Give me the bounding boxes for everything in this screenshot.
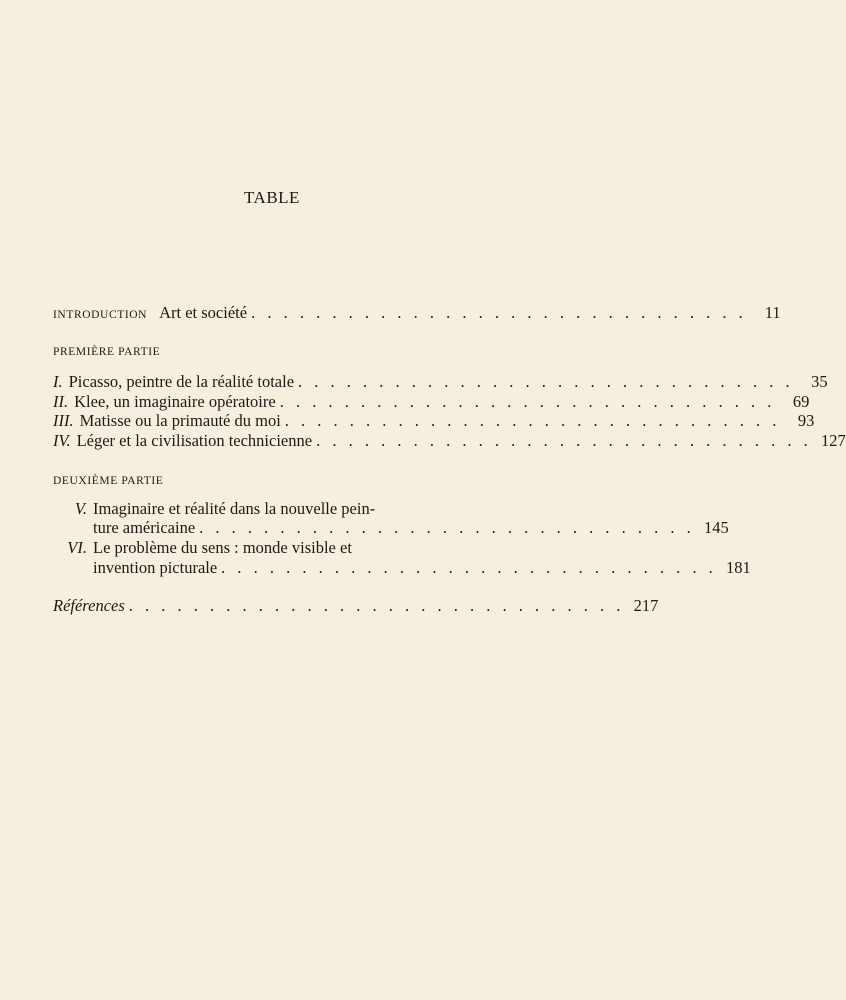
introduction-label: INTRODUCTION: [53, 309, 148, 321]
toc-entry-chapter-3: [53, 411, 815, 431]
chapter-number: V.: [74, 499, 87, 518]
toc-entry-chapter-5-line-2: [53, 518, 729, 538]
page-number: 93: [797, 411, 815, 430]
chapter-number: III.: [53, 411, 74, 430]
dot-leader: . . . . . . . . . . . . . . . . . . . . . . . . . . . . . . .: [279, 392, 776, 411]
part-heading-2: DEUXIÈME PARTIE: [53, 475, 164, 487]
entry-title: Léger et la civilisation technicienne: [76, 431, 313, 450]
entry-title: Klee, un imaginaire opératoire: [74, 392, 276, 411]
entry-title-line-1: Imaginaire et réalité dans la nouvelle pein-: [93, 499, 376, 518]
chapter-number: IV.: [53, 431, 71, 450]
entry-title-line-2: ture américaine: [93, 518, 196, 537]
toc-entry-chapter-5-line-1: [53, 499, 499, 519]
entry-title: Références: [53, 596, 125, 615]
chapter-number: VI.: [67, 538, 87, 557]
toc-entry-chapter-1: [53, 372, 828, 392]
dot-leader: . . . . . . . . . . . . . . . . . . . . . . . . . . . . . . .: [251, 303, 747, 322]
page-title: TABLE: [244, 188, 300, 207]
dot-leader: . . . . . . . . . . . . . . . . . . . . . . . . . . . . . . .: [128, 596, 625, 615]
part-heading-1: PREMIÈRE PARTIE: [53, 346, 161, 358]
toc-entry-chapter-6-line-1: [53, 538, 499, 558]
chapter-number: I.: [53, 372, 63, 391]
page-number: 11: [764, 303, 781, 322]
dot-leader: . . . . . . . . . . . . . . . . . . . . . . . . . . . . . . .: [284, 411, 781, 430]
toc-entry-chapter-4: [53, 431, 846, 451]
page-number: 181: [726, 558, 751, 577]
toc-entry-chapter-6-line-2: [53, 558, 751, 578]
dot-leader: . . . . . . . . . . . . . . . . . . . . . . . . . . . . . . .: [316, 431, 812, 450]
chapter-number: II.: [53, 392, 69, 411]
toc-entry-references: [53, 596, 659, 616]
page-number: 145: [704, 518, 729, 537]
entry-title: Art et société: [159, 303, 248, 322]
entry-title: Matisse ou la primauté du moi: [79, 411, 281, 430]
page-number: 217: [633, 596, 659, 615]
page-number: 127: [820, 431, 846, 450]
dot-leader: . . . . . . . . . . . . . . . . . . . . . . . . . . . . . . .: [199, 518, 695, 537]
dot-leader: . . . . . . . . . . . . . . . . . . . . . . . . . . . . . . .: [298, 372, 794, 391]
entry-title: Picasso, peintre de la réalité totale: [68, 372, 295, 391]
entry-title-line-1: Le problème du sens : monde visible et: [93, 538, 352, 557]
entry-title-line-2: invention picturale: [93, 558, 218, 577]
page-number: 69: [792, 392, 810, 411]
dot-leader: . . . . . . . . . . . . . . . . . . . . . . . . . . . . . . .: [221, 558, 717, 577]
page-number: 35: [811, 372, 828, 391]
toc-entry-introduction: [53, 303, 781, 323]
toc-entry-chapter-2: [53, 392, 810, 412]
